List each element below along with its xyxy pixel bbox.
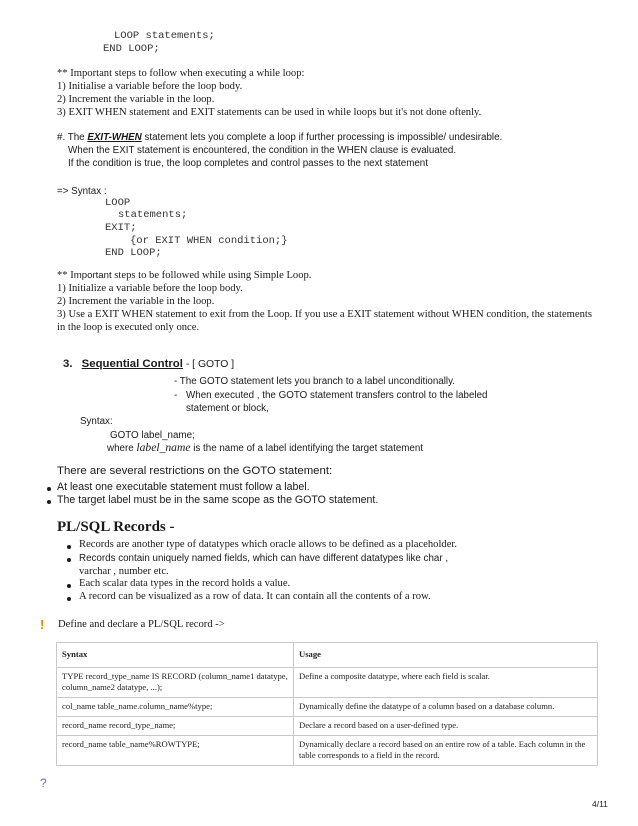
while-step-2: 2) Increment the variable in the loop. <box>57 94 215 105</box>
code-end-loop: END LOOP; <box>103 43 160 55</box>
table-cell: TYPE record_type_name IS RECORD (column_name1 datatype, column_name2 datatype, ...); <box>57 668 294 698</box>
exit-when-suffix: statement lets you complete a loop if further processing is impossible/ undesirable. <box>141 132 503 143</box>
sequential-heading <box>63 358 234 370</box>
simple-loop-title-prefix: ** I <box>57 270 74 281</box>
define-declare-text: Define and declare a PL/SQL record -> <box>58 619 225 630</box>
syntax-label: => Syntax : <box>57 186 107 197</box>
table-cell: Declare a record based on a user-defined type. <box>294 717 598 736</box>
bullet-dot <box>67 545 71 549</box>
bullet-dot <box>67 584 71 588</box>
syntax-end-loop: END LOOP; <box>105 247 162 259</box>
table-row <box>57 736 598 766</box>
exclamation-icon[interactable]: ! <box>40 617 45 632</box>
help-question-icon[interactable]: ? <box>40 776 47 790</box>
bullet-dot <box>67 597 71 601</box>
table-cell: col_name table_name.column_name%type; <box>57 698 294 717</box>
table-row <box>57 717 598 736</box>
simple-step-2: 2) Increment the variable in the loop. <box>57 296 215 307</box>
sequential-desc-2b: statement or block, <box>186 403 269 414</box>
restrictions-title: There are several restrictions on the GOTO statement: <box>57 465 333 477</box>
sequential-where <box>107 441 423 454</box>
records-syntax-table <box>56 642 598 766</box>
simple-step-3: 3) Use a EXIT WHEN statement to exit from the Loop. If you use a EXIT statement without WHEN condition, the statements <box>57 309 592 320</box>
records-item-2b: varchar , number etc. <box>79 566 169 577</box>
sequential-syntax-line: GOTO label_name; <box>110 430 195 441</box>
bullet-dot <box>67 558 71 562</box>
exit-when-line-2: When the EXIT statement is encountered, the condition in the WHEN clause is evaluated. <box>68 145 457 156</box>
records-item-2: Records contain uniquely named fields, which can have different datatypes like char , <box>79 553 449 564</box>
records-item-1: Records are another type of datatypes which oracle allows to be defined as a placeholder. <box>79 539 457 550</box>
simple-loop-title-mid: mportant <box>73 270 112 281</box>
where-prefix: where <box>107 443 137 454</box>
sequential-syntax-label: Syntax: <box>80 416 113 427</box>
table-header-row <box>57 643 598 668</box>
simple-step-1: 1) Initialize a variable before the loop body. <box>57 283 243 294</box>
syntax-exit: EXIT; <box>105 222 137 234</box>
table-header-usage: Usage <box>294 643 598 668</box>
sequential-desc-1: - The GOTO statement lets you branch to a label unconditionally. <box>174 376 455 387</box>
sequential-number: 3. <box>63 358 73 370</box>
restriction-item-2: The target label must be in the same scope as the GOTO statement. <box>57 494 379 506</box>
exit-when-line-3: If the condition is true, the loop completes and control passes to the next statement <box>68 158 428 169</box>
table-cell: Define a composite datatype, where each field is scalar. <box>294 668 598 698</box>
sequential-desc-2-dash: - <box>174 390 178 401</box>
table-row <box>57 668 598 698</box>
exit-when-keyword: EXIT-WHEN <box>87 132 142 143</box>
exit-when-prefix: #. The <box>57 132 88 143</box>
records-item-3: Each scalar data types in the record holds a value. <box>79 578 291 589</box>
page-number: 4/11 <box>592 799 608 809</box>
where-suffix: is the name of a label identifying the target statement <box>190 443 424 454</box>
sequential-desc-2: When executed , the GOTO statement transfers control to the labeled <box>186 390 488 401</box>
where-label-name: label_name <box>136 441 191 454</box>
syntax-exit-when: {or EXIT WHEN condition;} <box>130 235 288 247</box>
simple-loop-title-suffix: steps to be followed while using Simple Loop. <box>111 270 312 281</box>
sequential-goto: - [ GOTO ] <box>182 359 235 370</box>
simple-loop-title <box>57 270 311 281</box>
while-step-1: 1) Initialise a variable before the loop body. <box>57 81 243 92</box>
table-row <box>57 698 598 717</box>
table-cell: record_name record_type_name; <box>57 717 294 736</box>
table-cell: record_name table_name%ROWTYPE; <box>57 736 294 766</box>
table-header-syntax: Syntax <box>57 643 294 668</box>
syntax-loop: LOOP <box>105 197 131 209</box>
exit-when-line-1 <box>57 132 502 143</box>
bullet-dot <box>47 500 51 504</box>
simple-step-3b: in the loop is executed only once. <box>57 322 200 333</box>
code-loop-statements: LOOP statements; <box>114 30 215 42</box>
bullet-dot <box>47 487 51 491</box>
records-heading: PL/SQL Records - <box>57 519 175 535</box>
sequential-title: Sequential Control <box>81 358 183 370</box>
while-step-3: 3) EXIT WHEN statement and EXIT statements can be used in while loops but it's not done oftenly. <box>57 107 482 118</box>
while-steps-title: ** Important steps to follow when executing a while loop: <box>57 68 305 79</box>
table-cell: Dynamically declare a record based on an entire row of a table. Each column in the table corresponds to a field in the record. <box>294 736 598 766</box>
table-cell: Dynamically define the datatype of a column based on a database column. <box>294 698 598 717</box>
syntax-statements: statements; <box>118 209 188 221</box>
restriction-item-1: At least one executable statement must follow a label. <box>57 481 310 493</box>
records-item-4: A record can be visualized as a row of data. It can contain all the contents of a row. <box>79 591 431 602</box>
